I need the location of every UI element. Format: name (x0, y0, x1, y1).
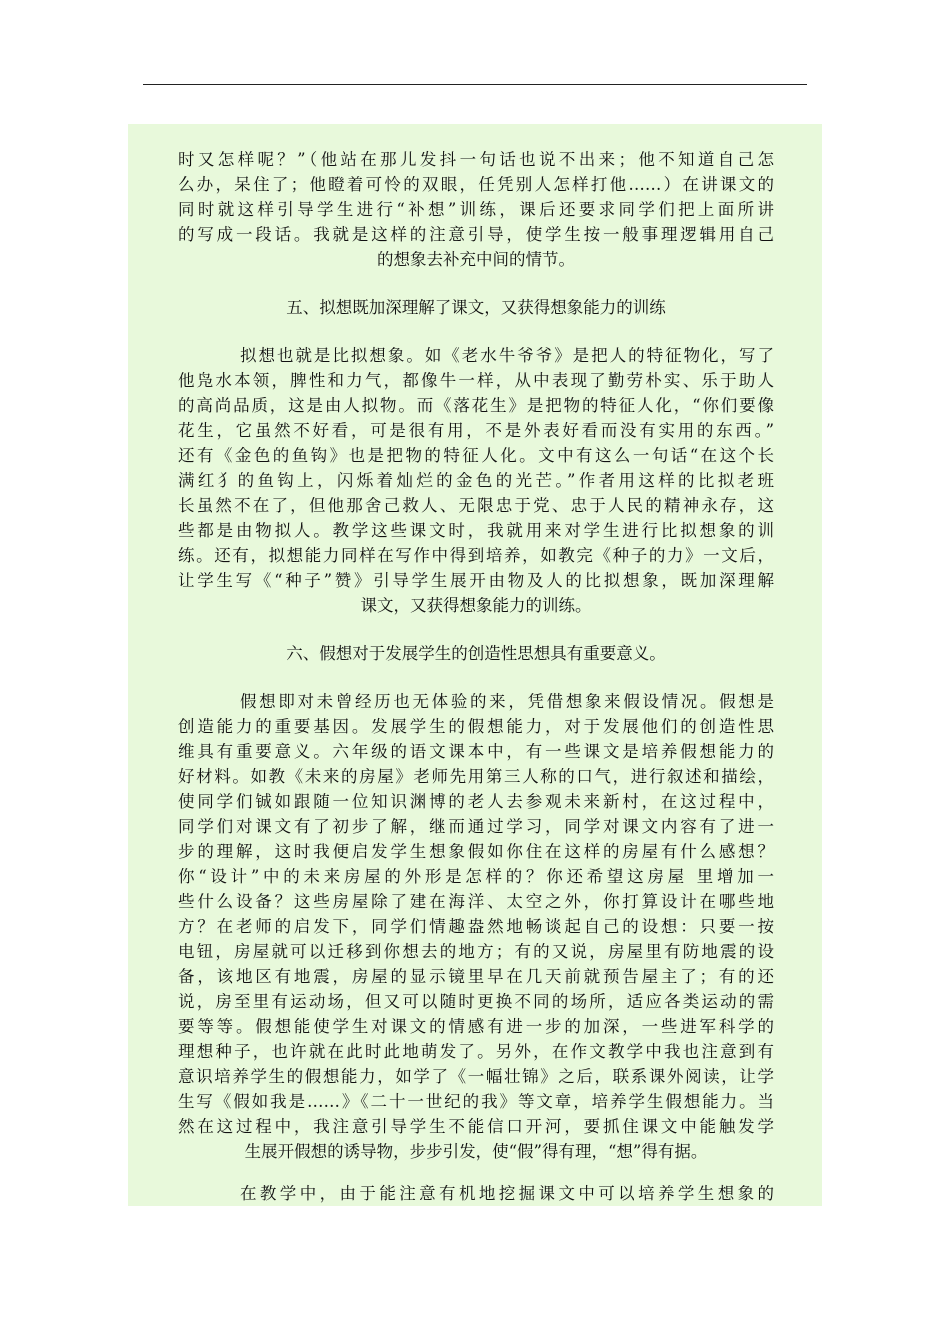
text-line: 生展开假想的诱导物，步步引发，使“假”得有理，“想”得有据。 (244, 1142, 708, 1161)
text-line: 的写成一段话。我就是这样的注意引导，使学生按一般事理逻辑用自己 (178, 225, 774, 244)
text-line: 方？在老师的启发下，同学们情趣盎然地畅谈起自己的设想：只要一按 (178, 917, 774, 936)
text-line: 在教学中，由于能注意有机地挖掘课文中可以培养学生想象的 (240, 1184, 774, 1203)
text-line: 说，房至里有运动场，但又可以随时更换不同的场所，适应各类运动的需 (178, 992, 774, 1011)
text-line: 电钮，房屋就可以迁移到你想去的地方；有的又说，房屋里有防地震的设 (178, 942, 774, 961)
text-line: 些什么设备？这些房屋除了建在海洋、太空之外，你打算设计在哪些地 (178, 892, 774, 911)
section-heading-5: 五、拟想既加深理解了课文，又获得想象能力的训练 (286, 298, 666, 317)
text-line: 长虽然不在了，但他那舍己救人、无限忠于党、忠于人民的精神永存，这 (178, 496, 774, 515)
text-line: 理想种子，也许就在此时此地萌发了。另外，在作文教学中我也注意到有 (178, 1042, 774, 1061)
text-line: 同学们对课文有了初步了解，继而通过学习，同学对课文内容有了进一 (178, 817, 774, 836)
text-line: 么办，呆住了；他瞪着可怜的双眼，任凭别人怎样打他……）在讲课文的 (178, 175, 774, 194)
text-line: 花生，它虽然不好看，可是很有用，不是外表好看而没有实用的东西。” (178, 421, 774, 440)
text-line: 拟想也就是比拟想象。如《老水牛爷爷》是把人的特征物化，写了 (240, 346, 774, 365)
text-line: 创造能力的重要基因。发展学生的假想能力，对于发展他们的创造性思 (178, 717, 774, 736)
text-line: 你“设计”中的未来房屋的外形是怎样的？你还希望这房屋 里增加一 (178, 867, 774, 886)
document-body (128, 124, 822, 1206)
text-line: 备，该地区有地震，房屋的显示镜里早在几天前就预告屋主了；有的还 (178, 967, 774, 986)
text-line: 假想即对未曾经历也无体验的来，凭借想象来假设情况。假想是 (240, 692, 774, 711)
text-line: 的想象去补充中间的情节。 (377, 250, 575, 269)
text-line: 要等等。假想能使学生对课文的情感有进一步的加深，一些进军科学的 (178, 1017, 774, 1036)
text-line: 使同学们铖如跟随一位知识渊博的老人去参观未来新村，在这过程中， (178, 792, 774, 811)
text-line: 维具有重要意义。六年级的语文课本中，有一些课文是培养假想能力的 (178, 742, 774, 761)
text-line: 课文，又获得想象能力的训练。 (360, 596, 592, 615)
text-line: 然在这过程中，我注意引导学生不能信口开河，要抓住课文中能触发学 (178, 1117, 774, 1136)
text-line: 步的理解，这时我便启发学生想象假如你住在这样的房屋有什么感想？ (178, 842, 774, 861)
text-line: 意识培养学生的假想能力，如学了《一幅壮锦》之后，联系课外阅读，让学 (178, 1067, 774, 1086)
text-line: 满红犭的鱼钩上，闪烁着灿烂的金色的光芒。”作者用这样的比拟老班 (178, 471, 774, 490)
text-line: 的高尚品质，这是由人拟物。而《落花生》是把物的特征人化，“你们要像 (178, 396, 774, 415)
header-rule (143, 84, 807, 85)
text-line: 生写《假如我是……》《二十一世纪的我》等文章，培养学生假想能力。当 (178, 1092, 774, 1111)
section-heading-6: 六、假想对于发展学生的创造性思想具有重要意义。 (286, 644, 666, 663)
text-line: 练。还有，拟想能力同样在写作中得到培养，如教完《种子的力》一文后， (178, 546, 774, 565)
text-line: 他凫水本领，脾性和力气，都像牛一样，从中表现了勤劳朴实、乐于助人 (178, 371, 774, 390)
text-line: 好材料。如教《未来的房屋》老师先用第三人称的口气，进行叙述和描绘， (178, 767, 774, 786)
text-line: 还有《金色的鱼钩》也是把物的特征人化。文中有这么一句话“在这个长 (178, 446, 774, 465)
text-line: 让学生写《“种子”赞》引导学生展开由物及人的比拟想象，既加深理解 (178, 571, 774, 590)
text-line: 同时就这样引导学生进行“补想”训练，课后还要求同学们把上面所讲 (178, 200, 774, 219)
text-line: 些都是由物拟人。教学这些课文时，我就用来对学生进行比拟想象的训 (178, 521, 774, 540)
text-line: 时又怎样呢？”（他站在那儿发抖一句话也说不出来；他不知道自己怎 (178, 150, 774, 169)
